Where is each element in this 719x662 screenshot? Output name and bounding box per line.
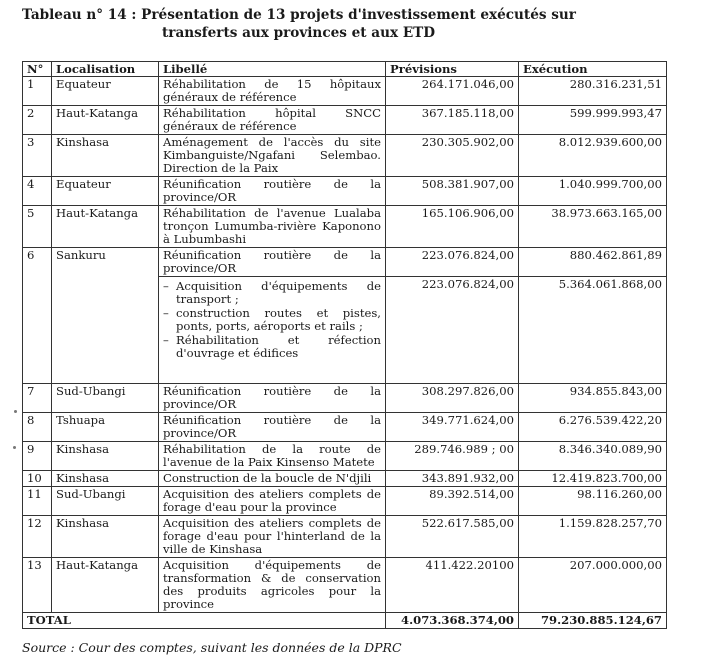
cell-libelle: Réunification routière de la province/OR (159, 413, 386, 442)
cell-localisation: Haut-Katanga (52, 106, 159, 135)
cell-execution: 8.346.340.089,90 (519, 442, 667, 471)
cell-n: 7 (23, 384, 52, 413)
sub-item: – Acquisition d'équipements de transport ; (163, 280, 381, 306)
cell-libelle: Réunification routière de la province/OR (159, 177, 386, 206)
table-title (22, 6, 702, 42)
cell-localisation: Sud-Ubangi (52, 487, 159, 516)
cell-n: 8 (23, 413, 52, 442)
cell-previsions: 230.305.902,00 (386, 135, 519, 177)
source-note: Source : Cour des comptes, suivant les données de la DPRC (22, 640, 402, 655)
cell-execution: 1.040.999.700,00 (519, 177, 667, 206)
cell-localisation: Sud-Ubangi (52, 384, 159, 413)
table-row (23, 106, 667, 135)
table-row (23, 558, 667, 613)
total-previsions: 4.073.368.374,00 (386, 613, 519, 629)
scan-speck (13, 446, 16, 449)
cell-previsions: 343.891.932,00 (386, 471, 519, 487)
cell-localisation: Kinshasa (52, 471, 159, 487)
cell-libelle: Construction de la boucle de N'djili (159, 471, 386, 487)
cell-libelle: Réhabilitation de l'avenue Lualaba tronçon Lumumba-rivière Kaponono à Lubumbashi (159, 206, 386, 248)
cell-previsions: 165.106.906,00 (386, 206, 519, 248)
cell-execution: 6.276.539.422,20 (519, 413, 667, 442)
cell-previsions: 522.617.585,00 (386, 516, 519, 558)
table-row (23, 442, 667, 471)
header-n: N° (23, 62, 52, 77)
cell-n: 11 (23, 487, 52, 516)
cell-execution: 934.855.843,00 (519, 384, 667, 413)
table-row (23, 177, 667, 206)
total-execution: 79.230.885.124,67 (519, 613, 667, 629)
cell-n: 1 (23, 77, 52, 106)
cell-localisation: Equateur (52, 177, 159, 206)
table-row (23, 413, 667, 442)
cell-previsions: 411.422.20100 (386, 558, 519, 613)
cell-previsions: 223.076.824,00 (386, 277, 519, 384)
sub-item: – construction routes et pistes, ponts, ports, aéroports et rails ; (163, 307, 381, 333)
cell-execution: 280.316.231,51 (519, 77, 667, 106)
projects-table (22, 61, 667, 629)
header-localisation: Localisation (52, 62, 159, 77)
header-libelle: Libellé (159, 62, 386, 77)
cell-previsions: 349.771.624,00 (386, 413, 519, 442)
total-row (23, 613, 667, 629)
cell-n: 10 (23, 471, 52, 487)
cell-libelle: Réhabilitation hôpital SNCC généraux de référence (159, 106, 386, 135)
total-label: TOTAL (23, 613, 386, 629)
table-row (23, 135, 667, 177)
scan-speck (14, 410, 17, 413)
cell-n: 5 (23, 206, 52, 248)
cell-libelle: Réunification routière de la province/OR (159, 384, 386, 413)
table-row (23, 487, 667, 516)
header-previsions: Prévisions (386, 62, 519, 77)
cell-localisation: Kinshasa (52, 442, 159, 471)
cell-n: 2 (23, 106, 52, 135)
cell-localisation: Sankuru (52, 248, 159, 384)
cell-n: 3 (23, 135, 52, 177)
cell-n: 9 (23, 442, 52, 471)
cell-libelle: Acquisition d'équipements de transformation & de conservation des produits agricoles pour la province (159, 558, 386, 613)
table-row (23, 248, 667, 277)
cell-previsions: 223.076.824,00 (386, 248, 519, 277)
cell-localisation: Equateur (52, 77, 159, 106)
cell-execution: 880.462.861,89 (519, 248, 667, 277)
table-row (23, 384, 667, 413)
cell-previsions: 89.392.514,00 (386, 487, 519, 516)
cell-execution: 1.159.828.257,70 (519, 516, 667, 558)
header-execution: Exécution (519, 62, 667, 77)
cell-execution: 12.419.823.700,00 (519, 471, 667, 487)
cell-previsions: 508.381.907,00 (386, 177, 519, 206)
table-row (23, 206, 667, 248)
cell-execution: 5.364.061.868,00 (519, 277, 667, 384)
cell-n: 4 (23, 177, 52, 206)
cell-libelle: Acquisition des ateliers complets de forage d'eau pour l'hinterland de la ville de Kinshasa (159, 516, 386, 558)
cell-localisation: Tshuapa (52, 413, 159, 442)
cell-execution: 8.012.939.600,00 (519, 135, 667, 177)
cell-execution: 599.999.993,47 (519, 106, 667, 135)
cell-n: 6 (23, 248, 52, 384)
cell-execution: 207.000.000,00 (519, 558, 667, 613)
cell-libelle: Aménagement de l'accès du site Kimbanguiste/Ngafani Selembao. Direction de la Paix (159, 135, 386, 177)
cell-n: 12 (23, 516, 52, 558)
cell-execution: 38.973.663.165,00 (519, 206, 667, 248)
cell-n: 13 (23, 558, 52, 613)
cell-libelle: Réunification routière de la province/OR (159, 248, 386, 277)
sub-item: – Réhabilitation et réfection d'ouvrage et édifices (163, 334, 381, 360)
cell-localisation: Haut-Katanga (52, 206, 159, 248)
cell-previsions: 367.185.118,00 (386, 106, 519, 135)
header-row (23, 62, 667, 77)
table-row (23, 77, 667, 106)
table-title-line1: Tableau n° 14 : Présentation de 13 projets d'investissement exécutés sur (22, 7, 576, 23)
table-row (23, 471, 667, 487)
cell-previsions: 308.297.826,00 (386, 384, 519, 413)
table-row (23, 516, 667, 558)
cell-previsions: 289.746.989 ; 00 (386, 442, 519, 471)
cell-libelle: Acquisition des ateliers complets de forage d'eau pour la province (159, 487, 386, 516)
cell-execution: 98.116.260,00 (519, 487, 667, 516)
cell-libelle-list (159, 277, 386, 384)
cell-localisation: Kinshasa (52, 135, 159, 177)
cell-libelle: Réhabilitation de la route de l'avenue de la Paix Kinsenso Matete (159, 442, 386, 471)
cell-previsions: 264.171.046,00 (386, 77, 519, 106)
table-title-line2: transferts aux provinces et aux ETD (162, 25, 436, 41)
cell-localisation: Kinshasa (52, 516, 159, 558)
cell-libelle: Réhabilitation de 15 hôpitaux généraux de référence (159, 77, 386, 106)
cell-localisation: Haut-Katanga (52, 558, 159, 613)
